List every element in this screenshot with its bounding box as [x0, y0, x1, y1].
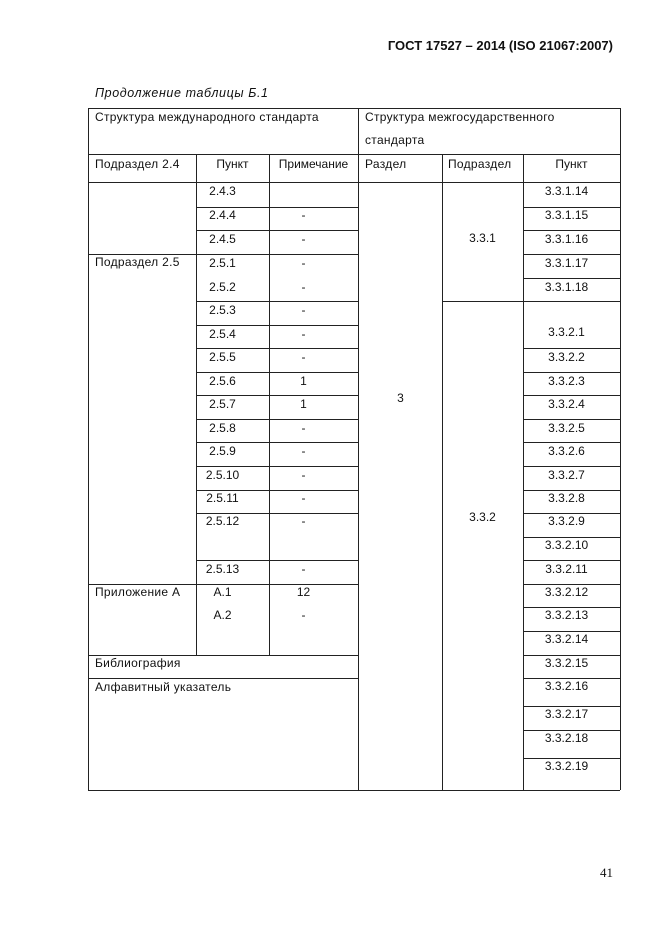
intl-note-cell: - — [301, 491, 306, 505]
row-divider — [196, 560, 358, 561]
podrazdel-3-3-2: 3.3.2 — [469, 510, 496, 524]
row-divider — [88, 254, 196, 255]
intl-punkt-cell: 2.5.13 — [205, 562, 240, 576]
intl-punkt-cell: 2.5.6 — [209, 374, 236, 388]
subsection-2-4: Подраздел 2.4 — [95, 157, 180, 171]
page-number: 41 — [600, 865, 613, 880]
intl-note-cell: - — [301, 608, 306, 622]
row-divider — [523, 372, 620, 373]
table-border-right — [620, 108, 621, 790]
interstate-punkt-cell: 3.3.2.19 — [544, 759, 589, 773]
interstate-punkt-cell: 3.3.1.18 — [544, 280, 589, 294]
subsection-2-5: Подраздел 2.5 — [95, 255, 180, 269]
row-divider — [196, 419, 358, 420]
row-divider — [196, 348, 358, 349]
intl-note-cell: - — [301, 280, 306, 294]
header-divider — [88, 154, 620, 155]
row-divider — [88, 655, 358, 656]
header-interstate-structure: Структура межгосударственного — [365, 110, 555, 124]
interstate-punkt-cell: 3.3.2.16 — [544, 679, 589, 693]
row-divider — [523, 442, 620, 443]
col-header-punkt-interstate: Пункт — [555, 157, 588, 171]
row-divider — [88, 678, 358, 679]
intl-note-cell: - — [301, 421, 306, 435]
row-divider — [523, 278, 620, 279]
col-header-note: Примечание — [278, 157, 349, 171]
table-border-top — [88, 108, 620, 109]
intl-note-cell: 1 — [300, 397, 307, 411]
intl-punkt-cell: 2.5.1 — [209, 256, 236, 270]
row-divider — [196, 395, 358, 396]
intl-note-cell: - — [301, 232, 306, 246]
intl-note-cell: 1 — [300, 374, 307, 388]
interstate-punkt-cell: 3.3.2.11 — [545, 562, 588, 576]
interstate-punkt-cell: 3.3.2.17 — [544, 707, 589, 721]
row-divider — [196, 466, 358, 467]
row-divider — [196, 301, 358, 302]
row-divider — [88, 584, 196, 585]
row-divider — [523, 301, 620, 302]
header-international-structure: Структура международного стандарта — [95, 110, 319, 124]
intl-punkt-cell: 2.5.4 — [209, 327, 236, 341]
intl-punkt-cell: 2.5.11 — [206, 491, 239, 505]
row-divider — [523, 419, 620, 420]
interstate-punkt-cell: 3.3.2.14 — [544, 632, 589, 646]
row-divider — [523, 254, 620, 255]
intl-punkt-cell: 2.5.8 — [209, 421, 236, 435]
row-divider — [442, 301, 523, 302]
row-divider — [196, 442, 358, 443]
intl-note-cell: - — [301, 514, 306, 528]
interstate-punkt-cell: 3.3.2.13 — [544, 608, 589, 622]
interstate-punkt-cell: 3.3.2.18 — [544, 731, 589, 745]
interstate-punkt-cell: 3.3.2.7 — [548, 468, 585, 482]
col-header-podrazdel: Подраздел — [448, 157, 512, 171]
razdel-value: 3 — [397, 391, 404, 405]
intl-punkt-cell: А.1 — [213, 585, 232, 599]
row-divider — [196, 254, 358, 255]
alphabetical-index: Алфавитный указатель — [95, 680, 232, 694]
comparison-table — [88, 108, 620, 790]
interstate-punkt-cell: 3.3.1.15 — [544, 208, 589, 222]
table-border-bottom — [88, 790, 620, 791]
col-header-punkt-intl: Пункт — [216, 157, 249, 171]
interstate-punkt-cell: 3.3.1.14 — [544, 184, 589, 198]
intl-punkt-cell: 2.5.3 — [209, 303, 236, 317]
intl-note-cell: - — [301, 350, 306, 364]
intl-note-cell: - — [301, 303, 306, 317]
row-divider — [523, 395, 620, 396]
column-divider — [442, 154, 443, 790]
interstate-punkt-cell: 3.3.1.16 — [544, 232, 589, 246]
row-divider — [196, 372, 358, 373]
intl-punkt-cell: А.2 — [213, 608, 232, 622]
appendix-a: Приложение А — [95, 585, 181, 599]
col-header-razdel: Раздел — [365, 157, 407, 171]
row-divider — [523, 560, 620, 561]
document-header: ГОСТ 17527 – 2014 (ISO 21067:2007) — [387, 38, 613, 53]
row-divider — [523, 230, 620, 231]
header-interstate-structure-line2: стандарта — [365, 133, 425, 147]
interstate-punkt-cell: 3.3.2.8 — [548, 491, 585, 505]
interstate-punkt-cell: 3.3.2.15 — [544, 656, 589, 670]
intl-note-cell: 12 — [296, 585, 311, 599]
intl-note-cell: - — [301, 468, 306, 482]
row-divider — [523, 348, 620, 349]
table-caption: Продолжение таблицы Б.1 — [95, 86, 269, 100]
intl-punkt-cell: 2.4.5 — [209, 232, 236, 246]
podrazdel-3-3-1: 3.3.1 — [469, 231, 496, 245]
interstate-punkt-cell: 3.3.2.4 — [548, 397, 585, 411]
bibliography: Библиография — [95, 656, 181, 670]
row-divider — [523, 466, 620, 467]
header-divider — [88, 182, 620, 183]
intl-punkt-cell: 2.5.2 — [209, 280, 236, 294]
row-divider — [196, 325, 358, 326]
interstate-punkt-cell: 3.3.2.3 — [548, 374, 585, 388]
interstate-punkt-cell: 3.3.2.12 — [544, 585, 589, 599]
interstate-punkt-cell: 3.3.2.6 — [548, 444, 585, 458]
intl-punkt-cell: 2.5.12 — [205, 514, 240, 528]
intl-note-cell: - — [301, 562, 306, 576]
interstate-punkt-cell: 3.3.2.2 — [548, 350, 585, 364]
intl-punkt-cell: 2.5.10 — [205, 468, 240, 482]
column-divider — [358, 108, 359, 790]
intl-punkt-cell: 2.4.3 — [209, 184, 236, 198]
interstate-punkt-cell: 3.3.2.1 — [548, 325, 585, 339]
row-divider — [196, 230, 358, 231]
interstate-punkt-cell: 3.3.2.9 — [548, 514, 585, 528]
intl-note-cell: - — [301, 444, 306, 458]
intl-punkt-cell: 2.4.4 — [209, 208, 236, 222]
intl-punkt-cell: 2.5.9 — [209, 444, 236, 458]
intl-note-cell: - — [301, 208, 306, 222]
intl-note-cell: - — [301, 327, 306, 341]
interstate-punkt-cell: 3.3.1.17 — [544, 256, 589, 270]
intl-punkt-cell: 2.5.5 — [209, 350, 236, 364]
intl-note-cell: - — [301, 256, 306, 270]
table-border-left — [88, 108, 89, 790]
intl-punkt-cell: 2.5.7 — [209, 397, 236, 411]
interstate-punkt-cell: 3.3.2.10 — [544, 538, 589, 552]
interstate-punkt-cell: 3.3.2.5 — [548, 421, 585, 435]
